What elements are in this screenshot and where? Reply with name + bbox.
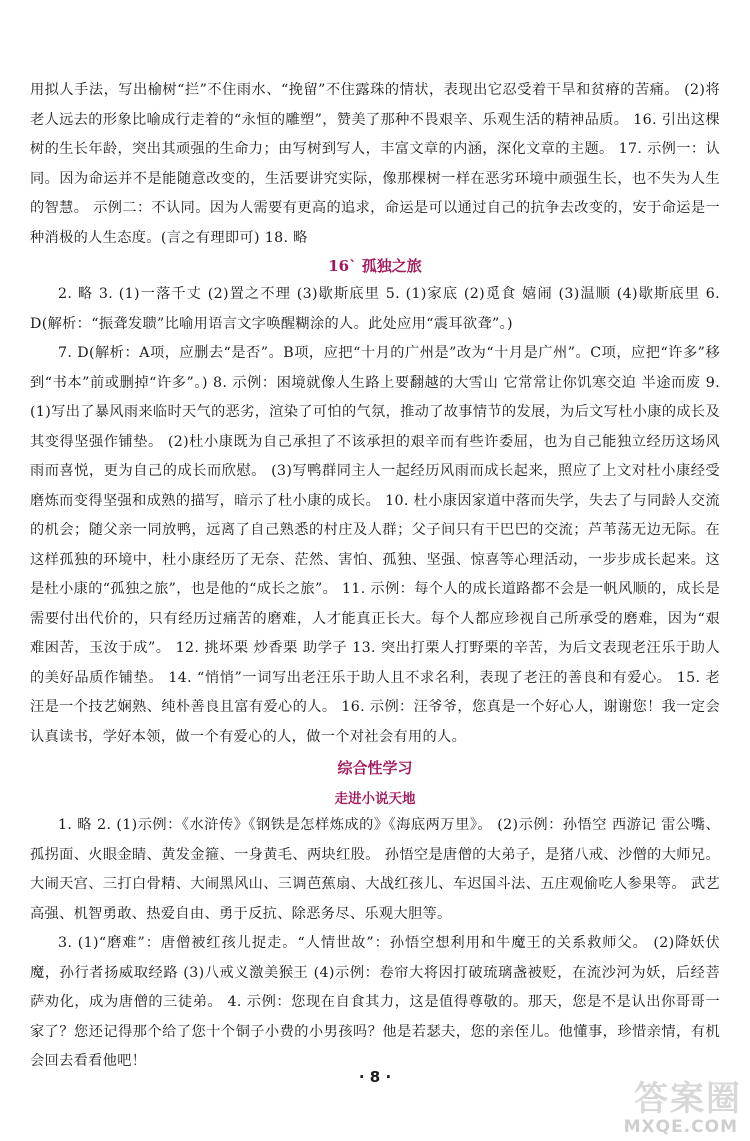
answer-paragraph: 用拟人手法，写出榆树“拦”不住雨水、“挽留”不住露珠的情状，表现出它忍受着干旱和贫瘠的苦痛。 (2)将老人远去的形象比喻成行走着的“永恒的雕塑”，赞美了那种不畏艰辛、乐观生活的精神品质。 16. 引出这棵树的生长年龄，突出其顽强的生命力；由写树到写人，丰富文章的内涵，深化文章的主题。 17. 示例一：认同。因为命运并不是能随意改变的，生活要讲究实际，像那棵树一样在恶劣环境中顽强生长，也不失为人生的智慧。 示例二：不认同。因为人需要有更高的追求，命运是可以通过自己的抗争去改变的，安于命运是一种消极的人生态度。(言之有理即可) 18. 略 [30,82,720,246]
watermark-glyphs: 答案圈 [634,1079,742,1119]
answer-paragraph: 7. D(解析：A项，应删去“是否”。B项，应把“十月的广州是”改为“十月是广州”。C项，应把“许多”移到“书本”前或删掉“许多”。) 8. 示例：困境就像人生路上要翻越的大雪山 它常常让你饥寒交迫 半途而废 9. (1)写出了暴风雨来临时天气的恶劣，渲染了可怕的气氛，推动了故事情节的发展，为后文写杜小康的成长及其变得坚强作铺垫。 (2)杜小康既为自己承担了不该承担的艰辛而有些许委屈，也为自己能独立经历这场风雨而喜悦，更为自己的成长而欣慰。 (3)写鸭群同主人一起经历风雨而成长起来，照应了上文对杜小康经受磨炼而变得坚强和成熟的描写，暗示了杜小康的成长。 10. 杜小康因家道中落而失学，失去了与同龄人交流的机会；随父亲一同放鸭，远离了自己熟悉的村庄及人群；父子间只有干巴巴的交流；芦苇荡无边无际。在这样孤独的环境中，杜小康经历了无奈、茫然、害怕、孤独、坚强、惊喜等心理活动，一步步成长起来。这是杜小康的“孤独之旅”，也是他的“成长之旅”。 11. 示例：每个人的成长道路都不会是一帆风顺的，成长是需要付出代价的，只有经历过痛苦的磨难，人才能真正长大。每个人都应珍视自己所承受的磨难，因为“艰难困苦，玉汝于成”。 12. 挑坏栗 炒香栗 助学子 13. 突出打栗人打野栗的辛苦，为后文表现老汪乐于助人的美好品质作铺垫。 14. “悄悄”一词写出老汪乐于助人且不求名利，表现了老汪的善良和有爱心。 15. 老汪是一个技艺娴熟、纯朴善良且富有爱心的人。 16. 示例：汪爷爷，您真是一个好心人，谢谢您！我一定会认真读书，学好本领，做一个有爱心的人，做一个对社会有用的人。 [30,345,720,745]
page-number: · 8 · [358,1068,392,1086]
section-title-lesson-16: 16` 孤独之旅 [328,257,422,275]
answer-paragraph: 1. 略 2. (1)示例：《水浒传》《钢铁是怎样炼成的》《海底两万里》。 (2)示例：孙悟空 西游记 雷公嘴、孤拐面、火眼金睛、黄发金箍、一身黄毛、两块红股。 孙悟空是唐僧的大弟子，是猪八戒、沙僧的大师兄。 大闹天宫、三打白骨精、大闹黑风山、三调芭蕉扇、大战红孩儿、车迟国斗法、五庄观偷吃人参果等。 武艺高强、机智勇敢、热爱自由、勇于反抗、除恶务尽、乐观大胆等。 [30,817,720,922]
answers-block-15-18 [30,76,720,253]
answer-paragraph: 3. (1)“磨难”：唐僧被红孩儿捉走。“人情世故”：孙悟空想利用和牛魔王的关系救师父。 (2)降妖伏魔，孙行者扬威取经路 (3)八戒义激美猴王 (4)示例：卷帘大将因打破琉璃盏被贬，在流沙河为妖，后经菩萨劝化，成为唐僧的三徒弟。 4. 示例：您现在自食其力，这是值得尊敬的。那天，您是不是认出你哥哥一家了？您还记得那个给了您十个铜子小费的小男孩吗？他是若瑟夫，您的亲侄儿。他懂事，珍惜亲情，有机会回去看看他吧！ [30,935,720,1069]
answers-block-lesson-16 [30,280,720,752]
watermark-url: MXQE.COM [623,1117,738,1137]
answer-paragraph: 2. 略 3. (1)一落千丈 (2)置之不理 (3)歇斯底里 5. (1)家底 (2)觅食 嬉闹 (3)温顺 (4)歇斯底里 6. D(解析：“振聋发聩”比喻用语言文字唤醒糊涂的人。此处应用“震耳欲聋”。) [30,286,720,332]
answers-block-comprehensive [30,811,720,1077]
section-subtitle-novel-world: 走进小说天地 [334,791,416,807]
section-title-comprehensive-study: 综合性学习 [337,759,413,777]
watermark-logo [592,1071,742,1137]
